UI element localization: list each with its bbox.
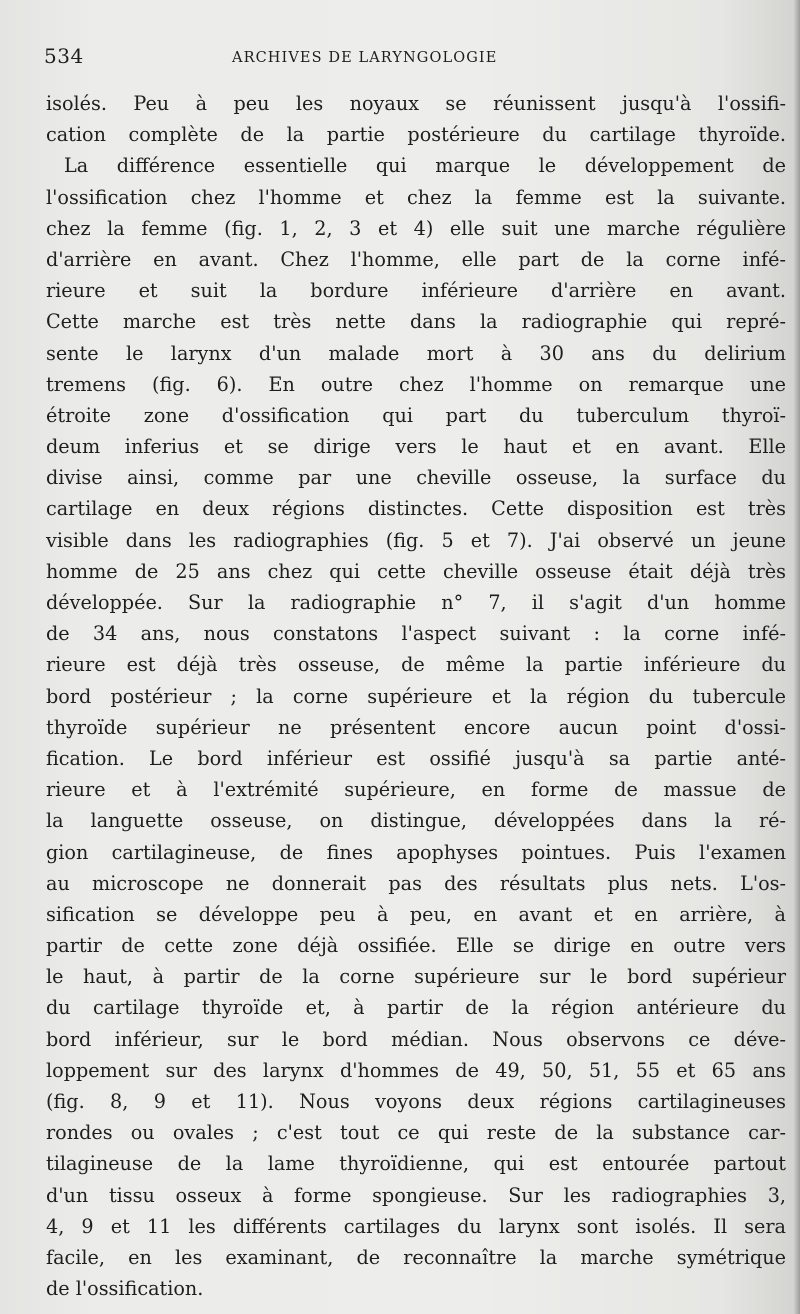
text-line: rieure et suit la bordure inférieure d'arrière en avant. (46, 279, 786, 303)
text-line: homme de 25 ans chez qui cette cheville osseuse était déjà très (46, 559, 786, 583)
text-line: de l'ossification. (46, 1277, 204, 1301)
text-line: sification se développe peu à peu, en avant et en arrière, à (46, 902, 786, 926)
text-line: La différence essentielle qui marque le développement de (64, 154, 786, 178)
text-line: thyroïde supérieur ne présentent encore aucun point d'ossi- (46, 715, 786, 739)
text-line: rieure est déjà très osseuse, de même la partie inférieure du (46, 653, 786, 677)
text-line: cartilage en deux régions distinctes. Cette disposition est très (46, 497, 786, 521)
text-line: le haut, à partir de la corne supérieure sur le bord supérieur (46, 965, 786, 989)
text-line: Cette marche est très nette dans la radiographie qui repré- (46, 310, 786, 334)
running-head (44, 44, 784, 76)
page-number: 534 (44, 44, 84, 68)
text-line: au microscope ne donnerait pas des résultats plus nets. L'os- (46, 871, 786, 895)
text-line: facile, en les examinant, de reconnaître la marche symétrique (46, 1245, 786, 1269)
text-line: cation complète de la partie postérieure du cartilage thyroïde. (46, 123, 786, 147)
text-line: loppement sur des larynx d'hommes de 49, 50, 51, 55 et 65 ans (46, 1058, 786, 1082)
text-line: étroite zone d'ossification qui part du tuberculum thyroï- (46, 403, 786, 427)
text-line: (fig. 8, 9 et 11). Nous voyons deux régions cartilagineuses (46, 1090, 786, 1113)
text-line: l'ossification chez l'homme et chez la femme est la suivante. (46, 185, 786, 209)
journal-title: ARCHIVES DE LARYNGOLOGIE (232, 50, 498, 66)
text-line: isolés. Peu à peu les noyaux se réunissent jusqu'à l'ossifi- (46, 92, 786, 115)
text-line: deum inferius et se dirige vers le haut et en avant. Elle (46, 435, 786, 459)
text-line: d'un tissu osseux à forme spongieuse. Sur les radiographies 3, (46, 1183, 786, 1207)
text-line: la languette osseuse, on distingue, développées dans la ré- (46, 809, 786, 833)
text-line: 4, 9 et 11 les différents cartilages du larynx sont isolés. Il sera (46, 1214, 786, 1238)
text-line: bord inférieur, sur le bord médian. Nous observons ce déve- (46, 1027, 786, 1051)
text-line: rondes ou ovales ; c'est tout ce qui reste de la substance car- (46, 1121, 786, 1145)
text-line: développée. Sur la radiographie n° 7, il s'agit d'un homme (46, 591, 786, 614)
text-line: de 34 ans, nous constatons l'aspect suivant : la corne infé- (46, 622, 786, 646)
text-line: visible dans les radiographies (fig. 5 et 7). J'ai observé un jeune (46, 528, 786, 552)
text-line: tilagineuse de la lame thyroïdienne, qui est entourée partout (46, 1152, 786, 1176)
text-line: du cartilage thyroïde et, à partir de la région antérieure du (46, 996, 786, 1020)
text-line: tremens (fig. 6). En outre chez l'homme on remarque une (46, 372, 786, 396)
text-line: sente le larynx d'un malade mort à 30 ans du delirium (46, 341, 786, 365)
text-line: fication. Le bord inférieur est ossifié jusqu'à sa partie anté- (46, 746, 786, 770)
text-line: chez la femme (fig. 1, 2, 3 et 4) elle suit une marche régulière (46, 216, 786, 240)
text-line: bord postérieur ; la corne supérieure et la région du tubercule (46, 684, 786, 708)
page-edge-shadow (794, 0, 800, 1314)
text-line: divise ainsi, comme par une cheville osseuse, la surface du (46, 466, 786, 490)
body-text (46, 88, 786, 1304)
text-line: rieure et à l'extrémité supérieure, en forme de massue de (46, 778, 786, 802)
text-line: partir de cette zone déjà ossifiée. Elle se dirige en outre vers (46, 934, 786, 958)
text-line: gion cartilagineuse, de fines apophyses pointues. Puis l'examen (46, 840, 786, 864)
text-line: d'arrière en avant. Chez l'homme, elle part de la corne infé- (46, 247, 786, 271)
